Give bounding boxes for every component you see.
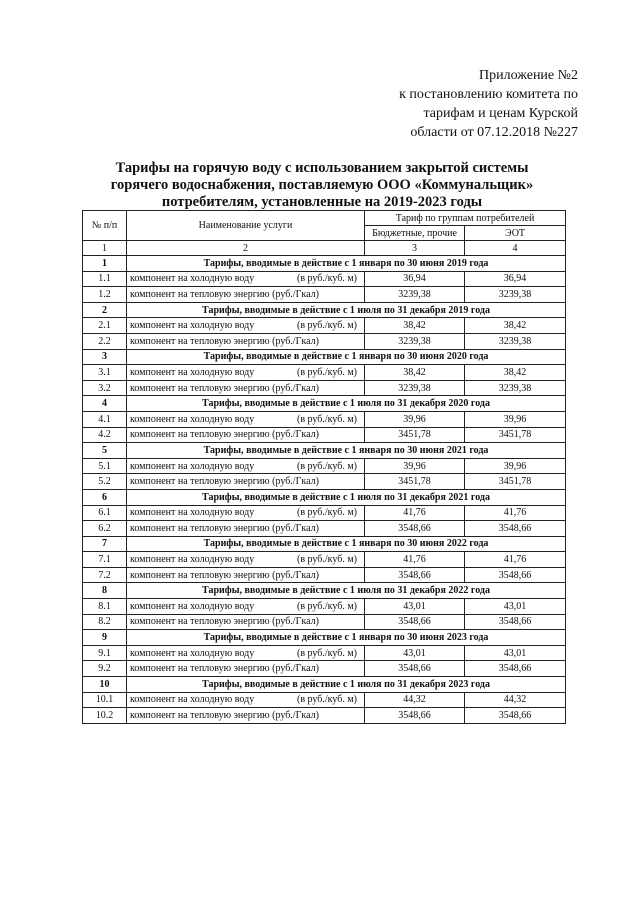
service-cell <box>127 318 365 334</box>
service-cell <box>127 474 365 490</box>
tariff-eot: 3548,66 <box>465 521 566 537</box>
service-name: компонент на холодную воду <box>130 320 255 332</box>
row-number: 10.2 <box>83 708 127 724</box>
period-title: Тарифы, вводимые в действие с 1 января по 30 июня 2023 года <box>127 630 566 646</box>
period-row <box>83 396 566 412</box>
tariff-eot: 3451,78 <box>465 427 566 443</box>
appendix-line: области от 07.12.2018 №227 <box>410 125 578 140</box>
header-index-2: 2 <box>127 241 365 256</box>
table-row <box>83 380 566 396</box>
service-name: компонент на холодную воду <box>130 647 255 659</box>
tariff-eot: 3239,38 <box>465 333 566 349</box>
tariff-eot: 39,96 <box>465 458 566 474</box>
row-number: 3.1 <box>83 365 127 381</box>
service-cell <box>127 427 365 443</box>
tariff-eot: 43,01 <box>465 645 566 661</box>
row-number: 10.1 <box>83 692 127 708</box>
tariff-budget: 3239,38 <box>365 333 465 349</box>
period-row <box>83 302 566 318</box>
service-name: компонент на тепловую энергию (руб./Гкал) <box>130 663 319 675</box>
row-number: 6.2 <box>83 521 127 537</box>
service-cell <box>127 458 365 474</box>
period-number: 2 <box>83 302 127 318</box>
table-row <box>83 614 566 630</box>
service-unit: (в руб./куб. м) <box>297 600 357 612</box>
row-number: 2.2 <box>83 333 127 349</box>
tariff-eot: 3548,66 <box>465 614 566 630</box>
table-row <box>83 599 566 615</box>
table-row <box>83 708 566 724</box>
period-number: 6 <box>83 489 127 505</box>
tariff-eot: 3548,66 <box>465 661 566 677</box>
service-name: компонент на холодную воду <box>130 273 255 285</box>
row-number: 4.1 <box>83 411 127 427</box>
header-index-3: 3 <box>365 241 465 256</box>
service-name: компонент на тепловую энергию (руб./Гкал) <box>130 382 319 394</box>
tariff-budget: 38,42 <box>365 365 465 381</box>
period-number: 8 <box>83 583 127 599</box>
service-name: компонент на тепловую энергию (руб./Гкал) <box>130 616 319 628</box>
period-title: Тарифы, вводимые в действие с 1 января по 30 июня 2021 года <box>127 443 566 459</box>
table-row <box>83 552 566 568</box>
tariff-eot: 3548,66 <box>465 708 566 724</box>
tariff-eot: 36,94 <box>465 271 566 287</box>
service-cell <box>127 287 365 303</box>
service-cell <box>127 521 365 537</box>
tariff-budget: 41,76 <box>365 505 465 521</box>
table-row <box>83 333 566 349</box>
period-number: 7 <box>83 536 127 552</box>
period-number: 4 <box>83 396 127 412</box>
tariff-budget: 43,01 <box>365 599 465 615</box>
period-title: Тарифы, вводимые в действие с 1 января по 30 июня 2020 года <box>127 349 566 365</box>
service-name: компонент на холодную воду <box>130 507 255 519</box>
service-cell <box>127 567 365 583</box>
tariff-budget: 3548,66 <box>365 567 465 583</box>
tariff-eot: 3239,38 <box>465 287 566 303</box>
table-row <box>83 318 566 334</box>
period-number: 3 <box>83 349 127 365</box>
appendix-block <box>360 66 578 142</box>
table-row <box>83 287 566 303</box>
table-row <box>83 521 566 537</box>
tariff-budget: 43,01 <box>365 645 465 661</box>
service-unit: (в руб./куб. м) <box>297 694 357 706</box>
table-row <box>83 427 566 443</box>
row-number: 4.2 <box>83 427 127 443</box>
table-row <box>83 661 566 677</box>
service-name: компонент на тепловую энергию (руб./Гкал) <box>130 476 319 488</box>
period-row <box>83 489 566 505</box>
header-eot: ЭОТ <box>465 226 566 241</box>
service-cell <box>127 692 365 708</box>
tariff-eot: 38,42 <box>465 365 566 381</box>
service-name: компонент на холодную воду <box>130 460 255 472</box>
period-number: 9 <box>83 630 127 646</box>
tariff-budget: 3451,78 <box>365 427 465 443</box>
service-cell <box>127 333 365 349</box>
tariff-eot: 41,76 <box>465 552 566 568</box>
service-name: компонент на тепловую энергию (руб./Гкал) <box>130 710 319 722</box>
period-row <box>83 536 566 552</box>
tariff-budget: 3548,66 <box>365 521 465 537</box>
tariff-budget: 3548,66 <box>365 614 465 630</box>
service-cell <box>127 365 365 381</box>
title-line: Тарифы на горячую воду с использованием закрытой системы <box>115 160 529 176</box>
service-name: компонент на холодную воду <box>130 694 255 706</box>
table-row <box>83 411 566 427</box>
table-row <box>83 645 566 661</box>
row-number: 3.2 <box>83 380 127 396</box>
service-cell <box>127 271 365 287</box>
tariff-budget: 3548,66 <box>365 661 465 677</box>
period-title: Тарифы, вводимые в действие с 1 июля по 31 декабря 2023 года <box>127 677 566 693</box>
period-number: 10 <box>83 677 127 693</box>
period-number: 1 <box>83 256 127 272</box>
service-cell <box>127 614 365 630</box>
row-number: 1.2 <box>83 287 127 303</box>
service-unit: (в руб./куб. м) <box>297 554 357 566</box>
service-cell <box>127 380 365 396</box>
tariff-eot: 3548,66 <box>465 567 566 583</box>
service-unit: (в руб./куб. м) <box>297 320 357 332</box>
service-name: компонент на холодную воду <box>130 366 255 378</box>
header-num: № п/п <box>83 211 127 241</box>
service-cell <box>127 552 365 568</box>
service-unit: (в руб./куб. м) <box>297 460 357 472</box>
table-row <box>83 365 566 381</box>
table-body <box>83 256 566 724</box>
service-cell <box>127 708 365 724</box>
table-row <box>83 505 566 521</box>
row-number: 7.1 <box>83 552 127 568</box>
period-title: Тарифы, вводимые в действие с 1 июля по 31 декабря 2020 года <box>127 396 566 412</box>
period-title: Тарифы, вводимые в действие с 1 июля по 31 декабря 2019 года <box>127 302 566 318</box>
period-row <box>83 256 566 272</box>
period-row <box>83 677 566 693</box>
tariff-budget: 44,32 <box>365 692 465 708</box>
service-cell <box>127 599 365 615</box>
period-title: Тарифы, вводимые в действие с 1 июля по 31 декабря 2021 года <box>127 489 566 505</box>
header-budget: Бюджетные, прочие <box>365 226 465 241</box>
appendix-line: к постановлению комитета по <box>399 87 578 102</box>
tariff-budget: 3239,38 <box>365 287 465 303</box>
row-number: 8.2 <box>83 614 127 630</box>
service-name: компонент на тепловую энергию (руб./Гкал) <box>130 429 319 441</box>
appendix-line: тарифам и ценам Курской <box>423 106 578 121</box>
appendix-line: Приложение №2 <box>479 68 578 83</box>
header-index-4: 4 <box>465 241 566 256</box>
service-name: компонент на тепловую энергию (руб./Гкал) <box>130 288 319 300</box>
service-unit: (в руб./куб. м) <box>297 413 357 425</box>
tariff-eot: 39,96 <box>465 411 566 427</box>
header-group: Тариф по группам потребителей <box>365 211 566 226</box>
service-cell <box>127 645 365 661</box>
service-unit: (в руб./куб. м) <box>297 507 357 519</box>
table-header <box>83 211 566 256</box>
table-row <box>83 567 566 583</box>
tariff-budget: 3548,66 <box>365 708 465 724</box>
header-index-1: 1 <box>83 241 127 256</box>
period-title: Тарифы, вводимые в действие с 1 января по 30 июня 2022 года <box>127 536 566 552</box>
row-number: 2.1 <box>83 318 127 334</box>
row-number: 8.1 <box>83 599 127 615</box>
period-title: Тарифы, вводимые в действие с 1 января по 30 июня 2019 года <box>127 256 566 272</box>
title-line: горячего водоснабжения, поставляемую ООО «Коммунальщик» <box>110 177 534 193</box>
service-name: компонент на холодную воду <box>130 600 255 612</box>
tariff-eot: 41,76 <box>465 505 566 521</box>
row-number: 6.1 <box>83 505 127 521</box>
service-unit: (в руб./куб. м) <box>297 273 357 285</box>
tariff-eot: 44,32 <box>465 692 566 708</box>
tariff-eot: 3239,38 <box>465 380 566 396</box>
document-title <box>80 160 564 211</box>
service-cell <box>127 505 365 521</box>
period-row <box>83 443 566 459</box>
service-cell <box>127 661 365 677</box>
service-name: компонент на тепловую энергию (руб./Гкал) <box>130 522 319 534</box>
row-number: 9.2 <box>83 661 127 677</box>
service-name: компонент на тепловую энергию (руб./Гкал) <box>130 569 319 581</box>
row-number: 7.2 <box>83 567 127 583</box>
tariff-eot: 38,42 <box>465 318 566 334</box>
service-unit: (в руб./куб. м) <box>297 647 357 659</box>
title-line: потребителям, установленные на 2019-2023 годы <box>161 194 483 210</box>
service-unit: (в руб./куб. м) <box>297 366 357 378</box>
tariff-table <box>82 210 566 724</box>
row-number: 9.1 <box>83 645 127 661</box>
row-number: 5.1 <box>83 458 127 474</box>
service-cell <box>127 411 365 427</box>
header-service: Наименование услуги <box>127 211 365 241</box>
tariff-budget: 36,94 <box>365 271 465 287</box>
tariff-budget: 41,76 <box>365 552 465 568</box>
service-name: компонент на тепловую энергию (руб./Гкал) <box>130 335 319 347</box>
tariff-budget: 38,42 <box>365 318 465 334</box>
tariff-budget: 3239,38 <box>365 380 465 396</box>
row-number: 1.1 <box>83 271 127 287</box>
table-row <box>83 692 566 708</box>
service-name: компонент на холодную воду <box>130 554 255 566</box>
tariff-budget: 3451,78 <box>365 474 465 490</box>
service-name: компонент на холодную воду <box>130 413 255 425</box>
table-row <box>83 458 566 474</box>
period-row <box>83 349 566 365</box>
period-row <box>83 583 566 599</box>
period-title: Тарифы, вводимые в действие с 1 июля по 31 декабря 2022 года <box>127 583 566 599</box>
table-row <box>83 271 566 287</box>
row-number: 5.2 <box>83 474 127 490</box>
table-row <box>83 474 566 490</box>
tariff-eot: 3451,78 <box>465 474 566 490</box>
tariff-budget: 39,96 <box>365 411 465 427</box>
period-number: 5 <box>83 443 127 459</box>
tariff-budget: 39,96 <box>365 458 465 474</box>
period-row <box>83 630 566 646</box>
tariff-eot: 43,01 <box>465 599 566 615</box>
